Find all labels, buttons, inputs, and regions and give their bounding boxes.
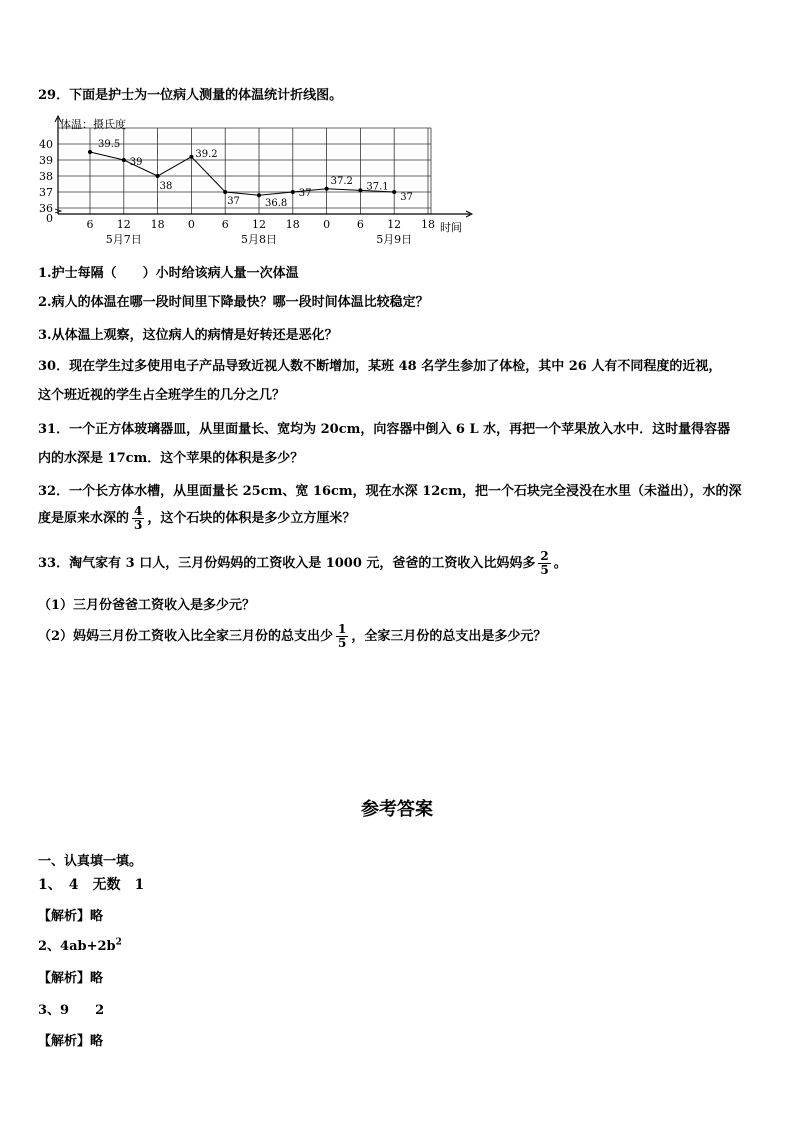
q33-sub2 bbox=[38, 623, 546, 650]
q30-line2: 这个班近视的学生占全班学生的几分之几？ bbox=[38, 388, 286, 403]
q29-sub2: 2.病人的体温在哪一段时间里下降最快？哪一段时间体温比较稳定？ bbox=[38, 295, 429, 310]
y-tick-label: 39 bbox=[39, 154, 53, 167]
q33-line1 bbox=[38, 550, 567, 577]
q31-line1: 31．一个正方体玻璃器皿，从里面量长、宽均为 20cm，向容器中倒入 6 L 水，再把一个苹果放入水中．这时量得容器 bbox=[38, 422, 731, 437]
x-tick-label: 0 bbox=[323, 218, 331, 231]
analysis-3: 【解析】略 bbox=[38, 1034, 104, 1049]
data-point bbox=[189, 155, 193, 159]
data-label: 36.8 bbox=[265, 198, 288, 210]
q29-text: 29．下面是护士为一位病人测量的体温统计折线图。 bbox=[38, 88, 343, 103]
x-tick-label: 18 bbox=[285, 218, 300, 231]
x-tick-label: 18 bbox=[150, 218, 165, 231]
date-label: 5月9日 bbox=[376, 233, 413, 246]
data-point bbox=[156, 174, 160, 178]
x-tick-label: 6 bbox=[221, 218, 229, 231]
x-tick-label: 6 bbox=[86, 218, 94, 231]
data-label: 39.2 bbox=[195, 148, 218, 160]
x-tick-label: 6 bbox=[356, 218, 364, 231]
data-point bbox=[223, 190, 227, 194]
y-tick-labels bbox=[39, 138, 53, 225]
data-label: 37 bbox=[400, 192, 413, 203]
answer-title: 参考答案 bbox=[361, 799, 433, 820]
data-point bbox=[122, 158, 126, 162]
fraction-1-5: $\frac{1}{5}$ bbox=[338, 622, 347, 650]
date-label: 5月7日 bbox=[105, 233, 142, 246]
data-label: 37 bbox=[227, 196, 240, 207]
data-point bbox=[88, 150, 92, 154]
y-tick-label: 37 bbox=[39, 186, 53, 199]
date-labels bbox=[106, 233, 412, 246]
x-tick-label: 12 bbox=[116, 218, 131, 231]
analysis-2: 【解析】略 bbox=[38, 971, 104, 986]
data-label: 39.5 bbox=[98, 139, 121, 150]
y-tick-label: 38 bbox=[39, 170, 53, 183]
answer-1: 1、 4 无数 1 bbox=[38, 877, 145, 893]
q33-sub2-a: （2）妈妈三月份工资收入比全家三月份的总支出少 bbox=[38, 629, 334, 644]
date-label: 5月8日 bbox=[241, 233, 277, 246]
data-label: 37 bbox=[298, 188, 312, 199]
q32-line1: 32．一个长方体水槽，从里面量长 25cm、宽 16cm，现在水深 12cm，把一个石块完全浸没在水里（未溢出），水的深 bbox=[38, 484, 742, 499]
q32-line2-b: ，这个石块的体积是多少立方厘米？ bbox=[147, 511, 356, 526]
data-point bbox=[325, 187, 329, 191]
data-labels bbox=[98, 139, 413, 209]
data-point bbox=[358, 188, 362, 192]
q32-line2-a: 度是原来水深的 bbox=[38, 511, 130, 526]
temperature-line-chart bbox=[38, 112, 478, 247]
q33-sub1: （1）三月份爸爸工资收入是多少元？ bbox=[38, 598, 256, 613]
q31-line2: 内的水深是 17cm．这个苹果的体积是多少？ bbox=[38, 451, 304, 466]
q33-line1-a: 33．淘气家有 3 口人，三月份妈妈的工资收入是 1000 元，爸爸的工资收入比妈妈多 bbox=[38, 556, 536, 571]
y-tick-label: 0 bbox=[46, 212, 53, 225]
data-point bbox=[257, 193, 261, 197]
x-tick-labels bbox=[87, 218, 436, 231]
y-tick-label: 36 bbox=[39, 202, 53, 215]
fraction-4-3: $\frac{4}{3}$ bbox=[134, 504, 143, 532]
x-tick-label: 0 bbox=[187, 218, 195, 231]
data-point bbox=[392, 190, 396, 194]
q32-line2 bbox=[38, 505, 355, 532]
data-label: 39 bbox=[129, 157, 143, 168]
q29-sub3: 3.从体温上观察，这位病人的病情是好转还是恶化？ bbox=[38, 328, 338, 343]
x-tick-label: 12 bbox=[252, 218, 266, 231]
data-label: 38 bbox=[159, 181, 173, 192]
fraction-2-5: $\frac{2}{5}$ bbox=[540, 549, 549, 577]
x-axis-label: 时间 bbox=[440, 221, 462, 234]
q33-line1-b: 。 bbox=[553, 556, 567, 571]
data-label: 37.2 bbox=[330, 175, 353, 187]
q33-sub2-b: ，全家三月份的总支出是多少元？ bbox=[351, 629, 547, 644]
data-label: 37.1 bbox=[366, 181, 389, 193]
data-point bbox=[291, 190, 295, 194]
answer-section: 一、认真填一填。 bbox=[38, 854, 143, 869]
q29-sub1: 1.护士每隔（ ）小时给该病人量一次体温 bbox=[38, 266, 299, 281]
x-tick-label: 18 bbox=[421, 218, 435, 231]
answer-3: 3、9 2 bbox=[38, 1003, 105, 1018]
x-tick-label: 12 bbox=[387, 218, 402, 231]
y-axis-label: 体温：摄氏度 bbox=[60, 118, 126, 131]
analysis-1: 【解析】略 bbox=[38, 909, 104, 924]
answer-2: 2、$4ab+2b^2$ bbox=[38, 937, 122, 954]
y-tick-label: 40 bbox=[39, 138, 53, 151]
q30-line1: 30．现在学生过多使用电子产品导致近视人数不断增加，某班 48 名学生参加了体检，其中 26 人有不同程度的近视， bbox=[38, 359, 722, 374]
